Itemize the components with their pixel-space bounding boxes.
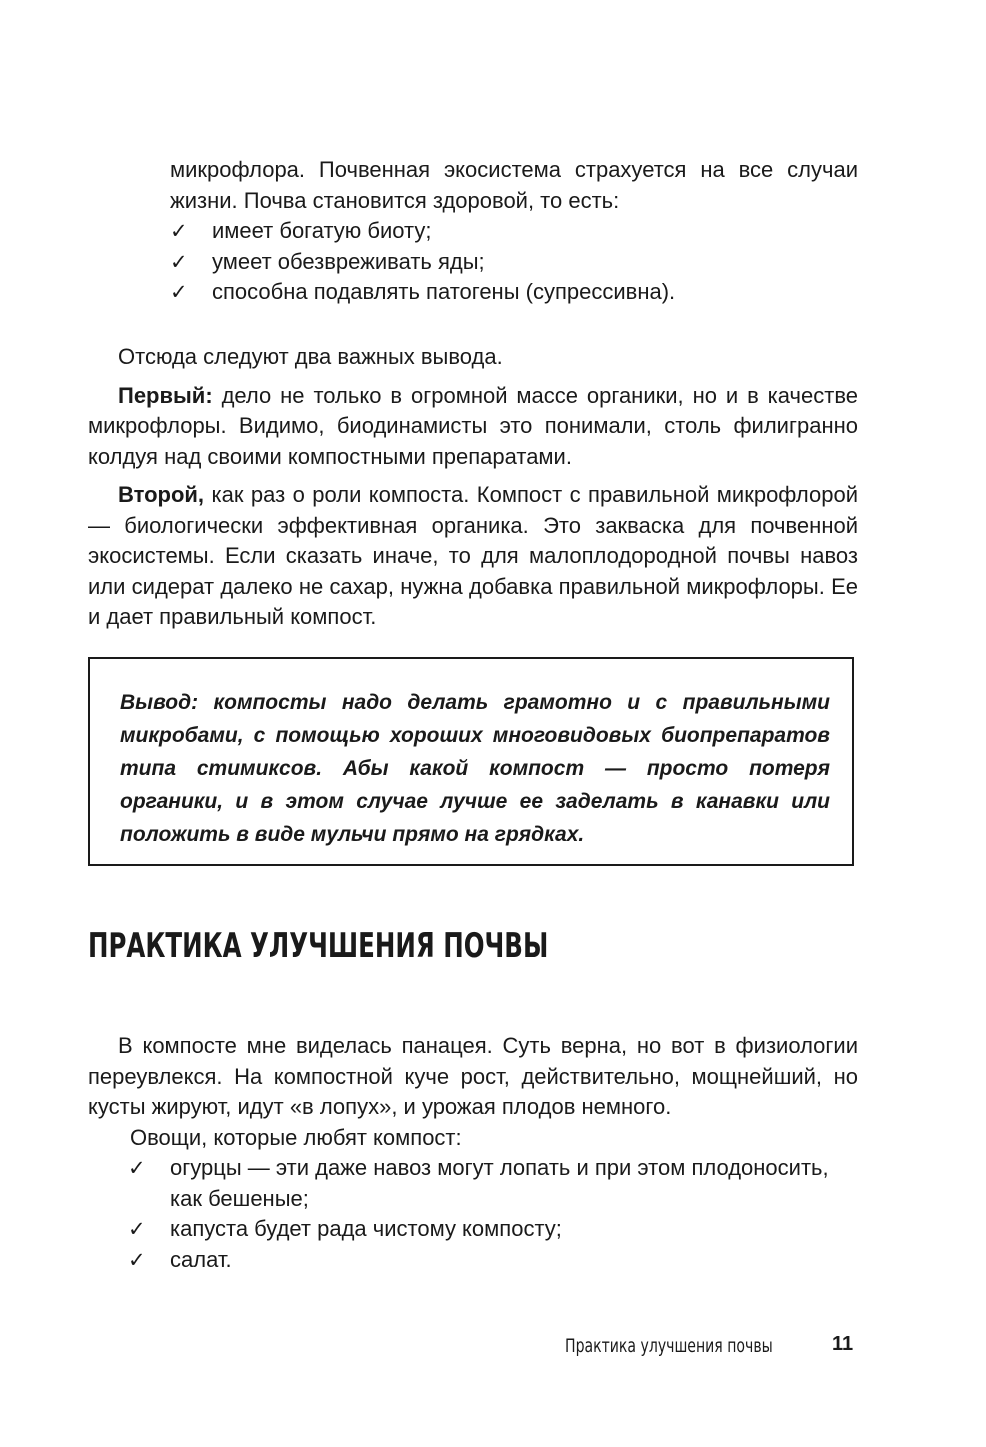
first-conclusion: Первый: дело не только в огромной массе органики, но и в качестве микрофлоры. Видимо, биодинамисты это понимали, столь филигранно колдуя над своими компостными препаратами. xyxy=(88,382,858,469)
list-item: ✓ огурцы — эти даже навоз могут лопать и при этом плодоносить, как бешеные; xyxy=(128,1155,829,1211)
top-section xyxy=(170,155,858,308)
healthy-soil-checklist xyxy=(170,216,858,308)
list-intro: Овощи, которые любят компост: xyxy=(130,1124,462,1150)
continuation-paragraph: микрофлора. Почвенная экосистема страхуется на все случаи жизни. Почва становится здоровой, то есть: xyxy=(170,157,858,213)
list-item: ✓ капуста будет рада чистому компосту; xyxy=(128,1214,858,1245)
practice-section xyxy=(88,1031,858,1275)
page-number: 11 xyxy=(832,1333,854,1355)
list-item: ✓ умеет обезвреживать яды; xyxy=(170,247,858,278)
section-heading: ПРАКТИКА УЛУЧШЕНИЯ ПОЧВЫ xyxy=(88,926,549,966)
conclusions-section xyxy=(88,342,858,633)
check-icon: ✓ xyxy=(170,219,188,243)
callout-box xyxy=(88,657,854,866)
callout-text: Вывод: компосты надо делать грамотно и с правильными микробами, с помощью хороших многовидовых биопрепаратов типа стимиксов. Абы какой компост — просто потеря органики, и в этом случае лучше ее заделать в канавки или положить в виде мульчи прямо на грядках. xyxy=(120,691,830,846)
first-label: Первый: xyxy=(118,382,213,408)
check-icon: ✓ xyxy=(128,1156,146,1180)
list-item: ✓ салат. xyxy=(128,1245,858,1276)
list-item: ✓ имеет богатую биоту; xyxy=(170,216,858,247)
practice-paragraph: В компосте мне виделась панацея. Суть верна, но вот в физиологии переувлекся. На компостной куче рост, действительно, мощнейший, но кусты жируют, идут «в лопух», и урожая плодов немного. xyxy=(88,1033,858,1119)
check-icon: ✓ xyxy=(170,249,188,274)
compost-vegetables-checklist xyxy=(88,1153,858,1275)
check-icon: ✓ xyxy=(170,280,188,304)
running-footer-title: Практика улучшения почвы xyxy=(565,1335,773,1357)
conclusions-intro: Отсюда следуют два важных вывода. xyxy=(118,344,503,369)
check-icon: ✓ xyxy=(128,1247,146,1272)
check-icon: ✓ xyxy=(128,1217,146,1241)
second-label: Второй, xyxy=(118,482,205,507)
second-conclusion: Второй, как раз о роли компоста. Компост с правильной микрофлорой — биологически эффективная органика. Это закваска для почвенной экосистемы. Если сказать иначе, то для малоплодородной почвы навоз или сидерат далеко не сахар, нужна добавка правильной микрофлоры. Ее и дает правильный компост. xyxy=(88,482,858,629)
list-item: ✓ способна подавлять патогены (супрессивна). xyxy=(170,277,858,308)
